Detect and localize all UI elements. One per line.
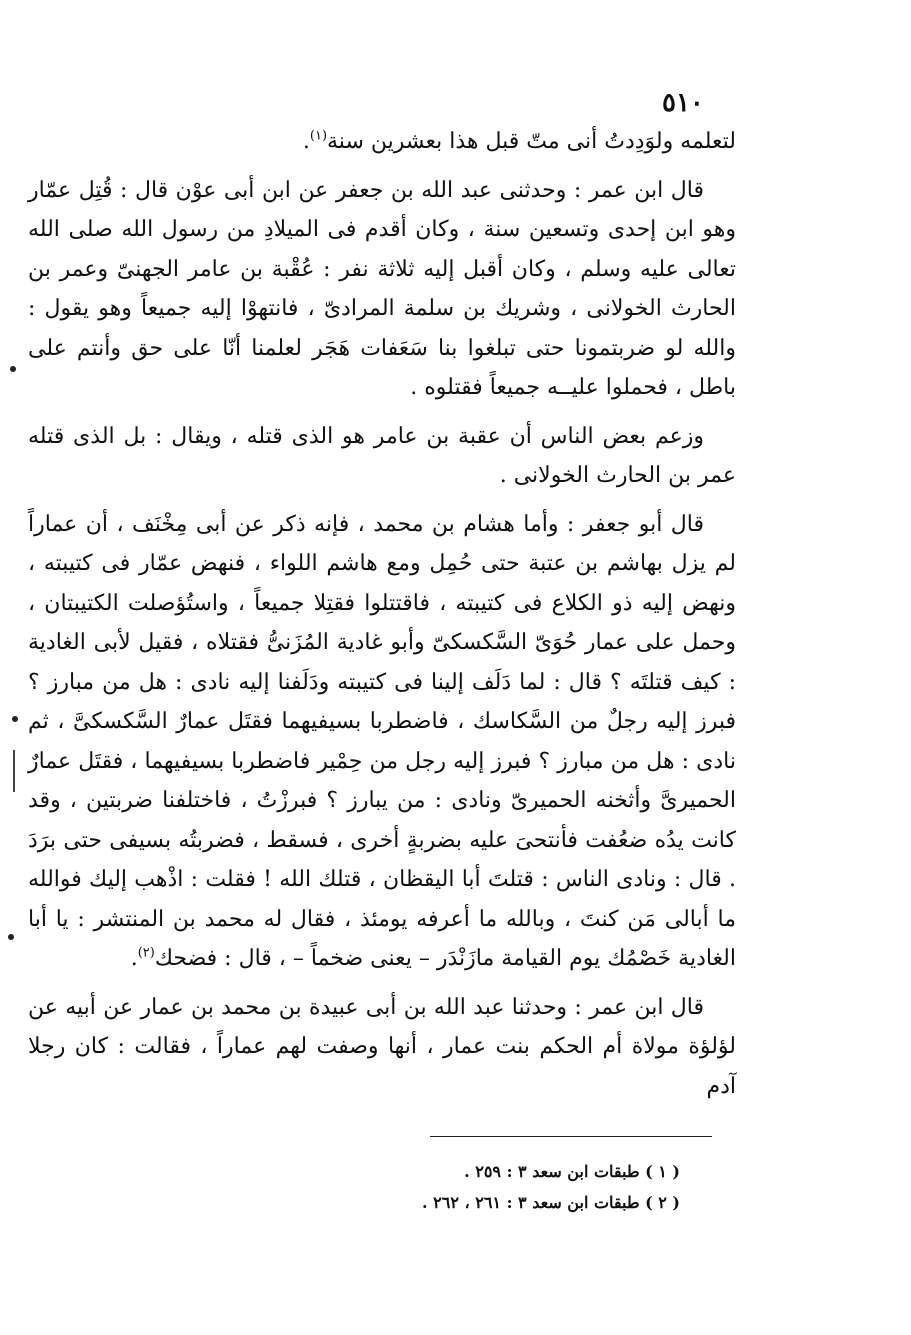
paragraph-end: .	[302, 129, 310, 154]
body-text	[28, 122, 736, 1115]
paragraph-text: لتعلمه ولوَدِدتُ أنى متّ قبل هذا بعشرين سنة	[327, 129, 736, 154]
margin-mark	[8, 934, 14, 940]
paragraph	[28, 417, 736, 496]
footnote-reference: (٢)	[137, 945, 155, 961]
paragraph	[28, 988, 736, 1107]
paragraph	[28, 122, 736, 162]
footnote: ( ٢ ) طبقات ابن سعد ٣ : ٢٦١ ، ٢٦٢ .	[421, 1193, 680, 1212]
margin-mark	[12, 716, 18, 722]
footnote: ( ١ ) طبقات ابن سعد ٣ : ٢٥٩ .	[464, 1162, 680, 1181]
paragraph-text: قال ابن عمر : وحدثنى عبد الله بن جعفر عن ابن أبى عوْن قال : قُتِل عمّار وهو ابن إحدى وتسعين سنة ، وكان أقدم فى الميلادِ من رسول الله صلى الله تعالى عليه وسلم ، وكان أقبل إليه ثلاثة نفر : عُقْبة بن عامر الجهنىّ وعمر بن الحارث الخولانى ، وشريك بن سلمة المرادىّ ، فانتهوْا إليه جميعاً وهو يقول : والله لو ضربتمونا حتى تبلغوا بنا سَعَفات هَجَر لعلمنا أنّا على حق وأنتم على باطل ، فحملوا عليــه جميعاً فقتلوه .	[28, 177, 736, 400]
footnote-separator	[430, 1136, 712, 1137]
page-number: ٥١٠	[662, 88, 704, 118]
paragraph	[28, 505, 736, 979]
margin-line	[13, 750, 15, 792]
footnote-reference: (١)	[309, 128, 328, 144]
paragraph-end: .	[130, 946, 138, 971]
margin-mark	[10, 366, 16, 372]
paragraph	[28, 171, 736, 408]
footnotes	[300, 1156, 680, 1218]
paragraph-text: قال أبو جعفر : وأما هشام بن محمد ، فإنه ذكر عن أبى مِخْنَف ، أن عماراً لم يزل بهاشم بن عتبة حتى حُمِل ومع هاشم اللواء ، فنهض عمّار فى كتيبته ، ونهض إليه ذو الكلاع فى كتيبته ، فاقتتلوا فقتِلا جميعاً ، واستُؤصلت الكتيبتان ، وحمل على عمار حُوَىّ السَّكسكىّ وأبو غادية المُزَنىُّ فقتلاه ، فقيل لأبى الغادية : كيف قتلتَه ؟ قال : لما دَلَف إلينا فى كتيبته ودَلَفنا إليه نادى : هل من مبارز ؟ فبرز إليه رجلٌ من السَّكاسك ، فاضطربا بسيفيهما فقتَل عمارٌ السَّكسكىَّ ، ثم نادى : هل من مبارز ؟ فبرز إليه رجل من حِمْير فاضطربا بسيفيهما ، فقتَل عمارٌ الحميرىَّ وأثخنه الحميرىّ ونادى : من يبارز ؟ فبرزْتُ ، فاختلفنا ضربتين ، وقد كانت يدُه ضعُفت فأنتحىَ عليه بضربةٍ أخرى ، فسقط ، فضربتُه بسيفى حتى برَدَ . قال : ونادى الناس : قتلتَ أبا اليقظان ، قتلك الله ! فقلت : اذْهب إليك فوالله ما أبالى مَن كنتَ ، وبالله ما أعرفه يومئذ ، فقال له محمد بن المنتشر : يا أبا الغادية خَصْمُك يوم القيامة مازَنْدَر – يعنى ضخماً – ، قال : فضحك	[28, 511, 736, 971]
paragraph-text: وزعم بعض الناس أن عقبة بن عامر هو الذى قتله ، ويقال : بل الذى قتله عمر بن الحارث الخولانى .	[28, 423, 736, 488]
paragraph-text: قال ابن عمر : وحدثنا عبد الله بن أبى عبيدة بن محمد بن عمار عن أبيه عن لؤلؤة مولاة أم الحكم بنت عمار ، أنها وصفت لهم عماراً ، فقالت : كان رجلا آدم	[28, 994, 736, 1099]
